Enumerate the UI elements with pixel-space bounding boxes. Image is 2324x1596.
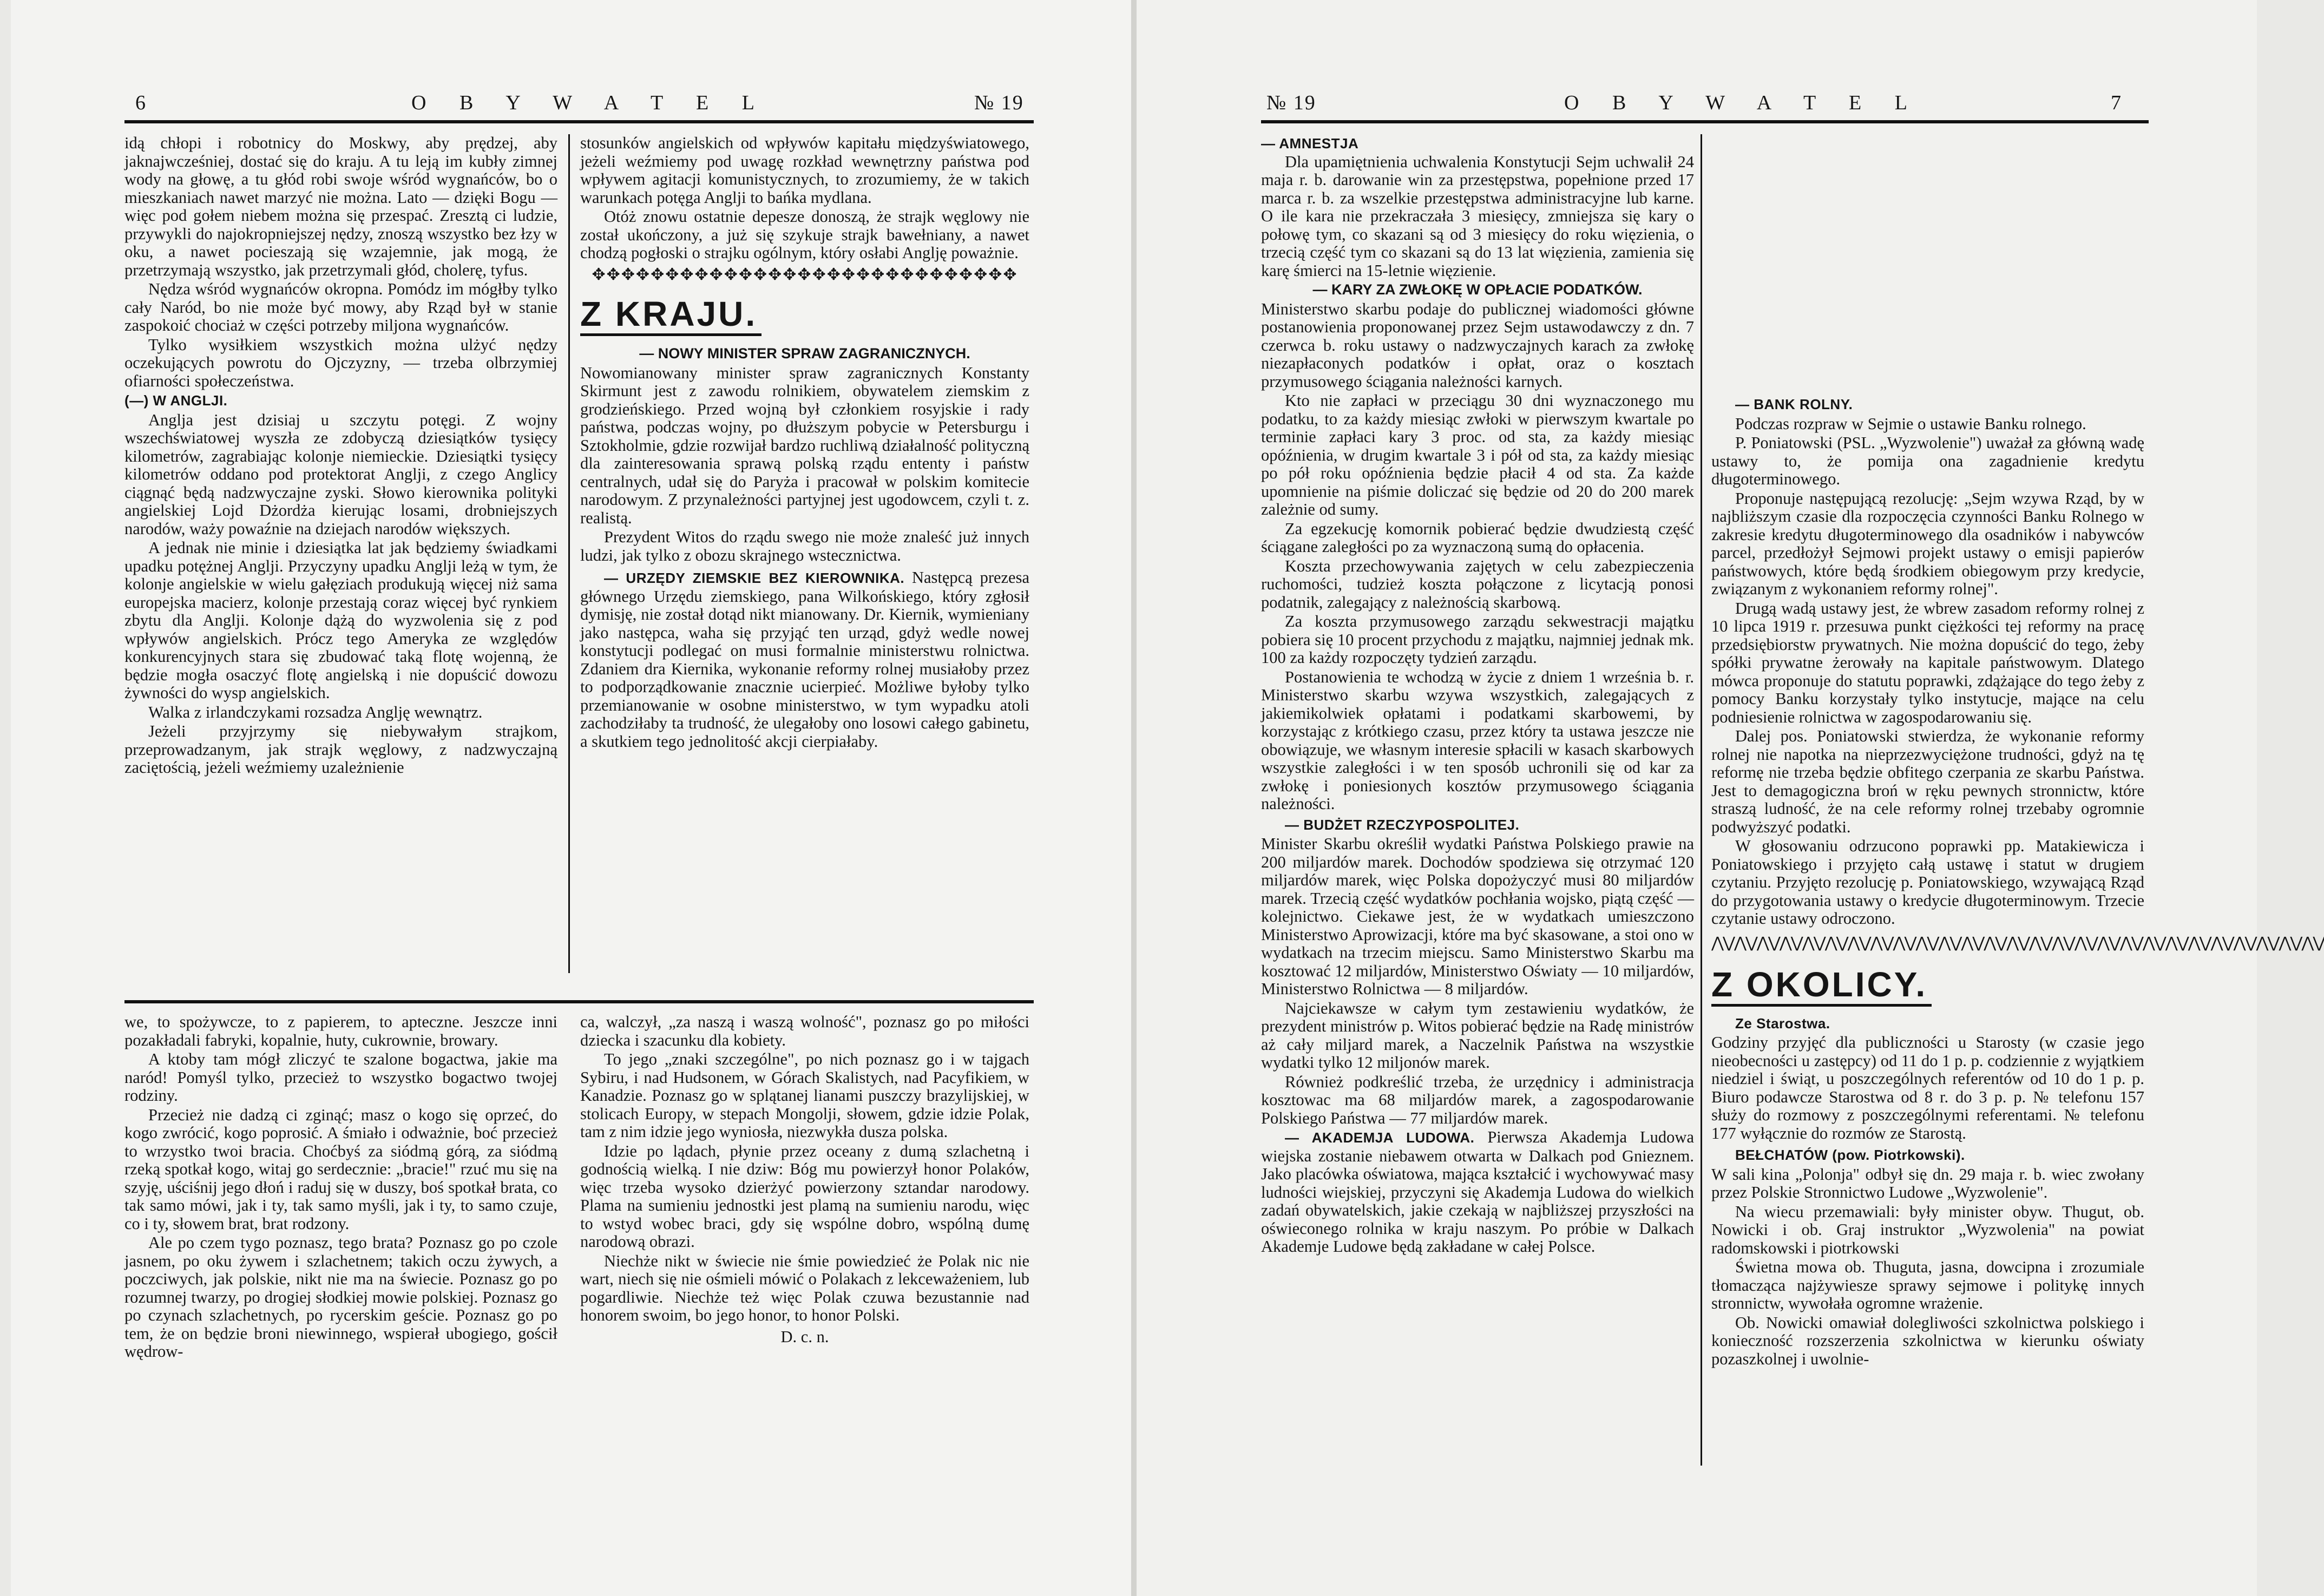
ornament-divider: ✥✥✥✥✥✥✥✥✥✥✥✥✥✥✥✥✥✥✥✥✥✥✥✥✥✥✥✥✥: [592, 265, 1018, 284]
paragraph: Również podkreślić trzeba, że urzędnicy i administracja kosztowac ma 68 miljardów marek, a zagospodarowanie Polskiego Państwa — 77 miljardów marek.: [1261, 1072, 1694, 1127]
left-col2-bottom: [580, 1013, 1029, 1479]
subheading-kary: — KARY ZA ZWŁOKĘ W OPŁACIE PODATKÓW.: [1312, 281, 1643, 298]
paragraph: Jeżeli przyjrzymy się niebywałym strajkom, przeprowadzanym, jak strajk węglowy, z nadzwyczajną zaciętością, jeżeli weźmiemy uzależnienie: [124, 722, 557, 777]
article-bracia-cont: [580, 1013, 1029, 1325]
paragraph: Przecież nie dadzą ci zginąć; masz o kogo się oprzeć, do kogo zwrócić, kogo poprosić. A śmiało i odważnie, boć przecież to wrzystko twoi bracia. Choćbyś za siódmą górą, za siódmą rzeką spotkał kogo, witaj go serdecznie: „bracie!" rzuć mu się na szyję, uściśnij jego dłoń i raduj się w duszy, boś spotkał brata, co tak samo mówi, jak i ty, tak samo myśli, jak i ty, to samo czuje, co i ty, słowem brat, brat rodzony.: [124, 1105, 557, 1233]
paragraph: idą chłopi i robotnicy do Moskwy, aby prędzej, aby jaknajwcześniej, dostać się do kraju. A tu leją im kubły zimnej wody na głowę, a tu głód robi swoje wśród wygnańców, bo o mieszkaniach nawet marzyć nie można. Lato — dzięki Bogu — więc pod gołem niebem można się przespać. Zresztą ci ludzie, przywykli do najokropniejszej nędzy, znoszą wszystko bez łzy w oku, a nawet pocieszają się wzajemnie, jak mogą, że przetrzymają wszystko, jak przetrzymali głód, cholerę, tyfus.: [124, 134, 557, 279]
paragraph: W sali kina „Polonja" odbył się dn. 29 maja r. b. wiec zwołany przez Polskie Stronnictwo Ludowe „Wyzwolenie".: [1711, 1165, 2144, 1201]
subheading-anglja: (—) W ANGLJI.: [124, 392, 228, 409]
article-budzet: [1261, 835, 1694, 1127]
paragraph: Dla upamiętnienia uchwalenia Konstytucji Sejm uchwalił 24 maja r. b. darowanie win za przestępstwa, popełnione przed 17 marca r. b. za wszelkie przestępstwa administracyjne lub karne. O ile kara nie przekraczała 3 miesięcy, zmniejsza się kary o połowę tym, co skazani są od 3 miesięcy do roku więzienia, o trzecią część tym co skazani są do 13 lat więzienia, zamienia się karę śmierci na 15-letnie więzienie.: [1261, 152, 1694, 280]
paragraph: Najciekawsze w całym tym zestawieniu wydatków, że prezydent ministrów p. Witos pobierać będzie na Radę ministrów aż cały miljard marek, a Naczelnik Państwa na wszystkie wydatki tylko 12 miljonów marek.: [1261, 999, 1694, 1072]
subheading-starostwa: Ze Starostwa.: [1735, 1015, 1830, 1032]
paragraph: ca, walczył, „za naszą i waszą wolność", poznasz go po miłości dziecka i szacunku dla kobiety.: [580, 1013, 1029, 1049]
paragraph: we, to spożywcze, to z papierem, to apteczne. Jeszcze inni pozakładali fabryki, kopalnie, huty, cukrownie, browary.: [124, 1013, 557, 1049]
paragraph: Nędza wśród wygnańców okropna. Pomódz im mógłby tylko cały Naród, bo nie może być mowy, aby Rząd był w stanie zaspokoić chociaż w części potrzeby miljona wygnańców.: [124, 280, 557, 334]
paragraph: Świetna mowa ob. Thuguta, jasna, dowcipna i zrozumiale tłomacząca najżywiesze sprawy sejmowe i politykę innych stronnictw, wywołała ogromne wrażenie.: [1711, 1258, 2144, 1312]
zigzag-divider: ⋀⋁⋀⋁⋀⋁⋀⋁⋀⋁⋀⋁⋀⋁⋀⋁⋀⋁⋀⋁⋀⋁⋀⋁⋀⋁⋀⋁⋀⋁⋀⋁⋀⋁⋀⋁⋀⋁⋀⋁⋀⋁⋀⋁⋀⋁⋀⋁⋀⋁⋀⋁⋀⋁: [1711, 933, 2324, 951]
paragraph: Anglja jest dzisiaj u szczytu potęgi. Z wojny wszechświatowej wyszła ze zdobyczą dziesiątków tysięcy kilometrów, zagrabiając kolonje niemieckie. Dziesiątki tysięcy kilometrów oddano pod protektorat Anglji, z czego Anglicy ciągnąć będą nadzwyczajne zyski. Słowo kierownika polityki angielskiej Lojd Dżordża kierując losami, drobniejszych narodów, waży powaźnie na dziejach narodów większych.: [124, 410, 557, 538]
paragraph: Postanowienia te wchodzą w życie z dniem 1 września b. r. Ministerstwo skarbu wzywa wszystkich, zalegających z jakiemikolwiek opłatami i podatkami skarbowemi, by korzystając z krótkiego czasu, przez który ta ustawa jeszcze nie obowiązuje, we własnym interesie spłacili w kasach skarbowych wszystkie zaległości i w ten sposób uchronili się od kar za zwłokę i poniesionych kosztów przymusowego ściągania należności.: [1261, 667, 1694, 813]
article-urzedy: [580, 569, 1029, 751]
column-divider: [568, 134, 570, 973]
article-anglja-cont: [580, 134, 1029, 262]
paragraph: Nowomianowany minister spraw zagranicznych Konstanty Skirmunt jest z zawodu rolnikiem, obywatelem ziemskim z grodzieńskiego. Przed wojną był członkiem rosyjskie i rady państwa, podczas wojny, po dłuższym pobycie w Petersburgu i Sztokholmie, gdzie rozwijał bardzo ruchliwą działalność polityczną dla zainteresowania sprawą polską rządu ententy i państw centralnych, udał się do Paryża i pracował w polskim komitecie narodowym. Z przynależności partyjnej jest ugodowcem, czyli t. z. realistą.: [580, 363, 1029, 527]
subheading-budzet: — BUDŻET RZECZYPOSPOLITEJ.: [1285, 816, 1520, 833]
subheading-urzedy: — URZĘDY ZIEMSKIE BEZ KIEROWNIKA.: [604, 570, 905, 586]
paragraph: Za egzekucję komornik pobierać będzie dwudziestą część ściągane zaległości po za wyznaczoną sumą do opłacenia.: [1261, 519, 1694, 556]
section-z-kraju: Z KRAJU.: [580, 294, 761, 336]
article-belchatow: [1711, 1166, 2144, 1369]
paragraph: P. Poniatowski (PSL. „Wyzwolenie") uważał za główną wadę ustawy to, że pomija ona zagadnienie kredytu długoterminowego.: [1711, 434, 2144, 488]
article-kary: [1261, 300, 1694, 813]
paragraph: Kto nie zapłaci w przeciągu 30 dni wyznaczonego mu podatku, to za każdy miesiąc zwłoki w pierwszym kwartale po terminie zapłaci kary 3 proc. od sta, za każdy miesiąc opóźnienia, w drugim kwartale 3 i pół od sta, za każdy miesiąc po pół roku opóźnienia będzie płacił 4 od sta. Za każde upomnienie na piśmie doliczać się będzie od 20 do 200 marek zależnie od sumy.: [1261, 391, 1694, 518]
paragraph: Ob. Nowicki omawiał dolegliwości szkolnictwa polskiego i konieczność rozszerzenia szkolnictwa w kierunku oświaty pozaszkolnej i uwolnie-: [1711, 1313, 2144, 1368]
issue-number: № 19: [974, 91, 1024, 114]
signature: D. c. n.: [780, 1327, 829, 1346]
paragraph: Na wiecu przemawiali: były minister obyw. Thugut, ob. Nowicki i ob. Graj instruktor „Wyzwolenia" na powiat radomskowski i piotrkowski: [1711, 1202, 2144, 1257]
subheading-akademja: — AKADEMJA LUDOWA.: [1285, 1129, 1475, 1146]
article-bank: [1711, 415, 2144, 928]
page-number-right: 7: [2111, 91, 2135, 114]
paragraph: Minister Skarbu określił wydatki Państwa Polskiego prawie na 200 miljardów marek. Dochodów spodziewa się otrzymać 120 miljardów marek, więc Polska dopożyczyć musi 80 miljardów marek. Trzecią część wydatków pochłania wojsko, piątą część — kolejnictwo. Ciekawe jest, że w wydatkach umieszczono Ministerstwo Aprowizacji, które ma być skasowane, a stoi ono w wydatkach na trzecim miejscu. Samo Ministerstwo Skarbu ma kosztować 12 miljardów, Ministerstwo Oświaty — 10 miljardów, Ministerstwo Rolnictwa — 8 miljardów.: [1261, 835, 1694, 998]
left-page: [11, 0, 1131, 1596]
paragraph: A jednak nie minie i dziesiątka lat jak będziemy świadkami upadku potężnej Anglji. Przyczyny upadku Anglji leżą w tym, że kolonje angielskie w wielu gałęziach produkują więcej niż sama europejska macierz, kolonje przestają coraz więcej być rynkiem zbytu dla Anglji. Kolonje dążą do wyzwolenia się z pod wpływów angielskich. Prócz tego Ameryka ze względów konkurencyjnych stara się zbudować taką flotę wojenną, że będzie mogła osaczyć flotę angielską i nie dopuścić dowozu żywności do wysp angielskich.: [124, 538, 557, 702]
fold-rule: [124, 1000, 1034, 1003]
newspaper-title: O B Y W A T E L: [411, 91, 769, 114]
section-z-okolicy: Z OKOLICY.: [1711, 965, 1932, 1007]
article-anglja: [124, 411, 557, 777]
paragraph: Tylko wysiłkiem wszystkich można ulżyć nędzy oczekujących powrotu do Ojczyzny, — trzeba olbrzymiej ofiarności społeczeństwa.: [124, 335, 557, 390]
paragraph: Ale po czem tygo poznasz, tego brata? Poznasz go po czole jasnem, po oku żywem i szlachetnem; takich oczu żywych, a poczciwych, jak polskie, nikt nie ma na świecie. Poznasz go po rozumnej twarzy, po drogiej słodkiej mowie polskiej. Poznasz go po czynach szlachetnych, po rycerskim geście. Poznasz go po tem, że on będzie broni niewinnego, wspierał ubogiego, gościł wędrow-: [124, 1233, 557, 1361]
subheading-belchatow: BEŁCHATÓW (pow. Piotrkowski).: [1735, 1147, 1965, 1163]
issue-number-right: № 19: [1266, 91, 1316, 114]
paragraph: Proponuje następującą rezolucję: „Sejm wzywa Rząd, by w najbliższym czasie dla rozpoczęcia czynności Banku Rolnego w zakresie kredytu długoterminowego dla osadników i nabywców parcel, przedłożył Sejmowi projekt ustawy o emisji papierów państwowych, które będą środkiem obiegowym przy kredycie, związanym z wykonaniem reformy rolnej".: [1711, 489, 2144, 598]
paragraph: Za koszta przymusowego zarządu sekwestracji majątku pobiera się 10 procent przychodu z majątku, najmniej jednak mk. 100 za każdy rozpoczęty tydzień zarządu.: [1261, 612, 1694, 667]
paragraph: Walka z irlandczykami rozsadza Anglję wewnątrz.: [148, 702, 483, 721]
akademja-cont-slot: [1711, 134, 2144, 395]
paragraph: Podczas rozpraw w Sejmie o ustawie Banku rolnego.: [1735, 414, 2086, 433]
article-akademja: [1261, 1128, 1694, 1256]
article-minister: [580, 364, 1029, 565]
subheading-minister: — NOWY MINISTER SPRAW ZAGRANICZNYCH.: [639, 345, 970, 362]
page-number: 6: [135, 91, 160, 114]
right-col2: [1711, 134, 2324, 1476]
paragraph: W głosowaniu odrzucono poprawki pp. Matakiewicza i Poniatowskiego i przyjęto całą ustawę i statut w drugiem czytaniu. Przyjęto rezolucję p. Poniatowskiego, wzywającą Rząd do przygotowania ustawy o kredycie długoterminowym. Trzecie czytanie ustawy odroczono.: [1711, 837, 2144, 928]
paragraph: stosunków angielskich od wpływów kapitału międzyświatowego, jeżeli weźmiemy pod uwagę rozkład wewnętrzny państwa pod wpływem agitacji komunistycznych, to zrozumiemy, że w takich warunkach potęga Anglji to bańka mydlana.: [580, 134, 1029, 207]
article-starostwa: Godziny przyjęć dla publiczności u Starosty (w czasie jego nieobecności u zastępcy) od 11 do 1 p. p. codziennie z wyjątkiem niedziel i świąt, u poszczególnych referentów od 10 do 1 p. p. Biuro podawcze Starostwa od 8 r. do 3 p. p. № telefonu 157 służy do rozmowy z poszczególnymi referentami. № telefonu 177 wyłącznie do rozmów ze Starostą.: [1711, 1033, 2144, 1142]
column-divider-right: [1701, 134, 1702, 1466]
paragraph: Idzie po lądach, płynie przez oceany z dumą szlachetną i godnością wielką. I nie dziw: Bóg mu powierzył honor Polaków, więc trzeba wysoko dzierżyć powierzony sztandar narodowy. Plama na sumieniu jednostki jest plamą na sumieniu narodu, więc to wstyd wobec braci, gdy się wspólne dobro, wspólną dumę narodową obrazi.: [580, 1141, 1029, 1251]
article-amnestja: [1261, 153, 1694, 280]
article-wygnancy: [124, 134, 557, 390]
paragraph: Prezydent Witos do rządu swego nie może znaleść już innych ludzi, jak tylko z obozu skrajnego wstecznictwa.: [580, 528, 1029, 564]
right-page: [1137, 0, 2324, 1596]
paragraph: A ktoby tam mógł zliczyć te szalone bogactwa, jakie ma naród! Pomyśl tylko, przecież to wszystko bogactwo twojej rodziny.: [124, 1050, 557, 1105]
paragraph: To jego „znaki szczególne", po nich poznasz go i w tajgach Sybiru, i nad Hudsonem, w Górach Skalistych, nad Pacyfikiem, w Kanadzie. Poznasz go w splątanej lianami puszczy brazylijskiej, w stolicach Europy, w stepach Mongolji, słowem, gdzie idzie Polak, tam z nim idzie jego wyniosła, niezwykła dusza polska.: [580, 1050, 1029, 1141]
subheading-amnestja: — AMNESTJA: [1261, 135, 1359, 152]
paragraph: Drugą wadą ustawy jest, że wbrew zasadom reformy rolnej z 10 lipca 1919 r. przesuwa punkt ciężkości tej reformy na pracę przedsiębiorstw prywatnych. Nie można dopuścić do tego, żeby spółki prywatne żerowały na kapitale państwowym. Dlatego mówca proponuje do statutu poprawki, zdążające do tego żeby z pomocy Banku korzystały tylko instytucje, mające na celu podniesienie rolnictwa w zagospodarowaniu się.: [1711, 599, 2144, 726]
newspaper-title-right: O B Y W A T E L: [1564, 91, 1921, 114]
paragraph: Niechże nikt w świecie nie śmie powiedzieć że Polak nic nie wart, niech się nie ośmieli mówić o Polakach z lekceważeniem, lub pogardliwie. Niechże też więc Polak czuwa bezustannie nad honorem swoim, bo jego honor, to honor Polski.: [580, 1251, 1029, 1324]
left-col1-top: [124, 134, 557, 976]
subheading-bank: — BANK ROLNY.: [1735, 396, 1853, 412]
left-col2-top: [580, 134, 1029, 976]
paragraph: Ministerstwo skarbu podaje do publicznej wiadomości główne postanowienia proponowanej przez Sejm ustawodawczy z dn. 7 czerwca b. roku ustawy o nadzwyczajnych karach za zwłokę niezapłaconych podatków i opłat, oraz o kosztach przymusowego ściągania należności karnych.: [1261, 299, 1694, 391]
header-rule: [124, 120, 1034, 123]
paragraph: Koszta przechowywania zajętych w celu zabezpieczenia ruchomości, tudzież koszta połączone z licytacją ponosi podatnik, zalegający z należnością skarbową.: [1261, 556, 1694, 612]
urzedy-text: Następcą prezesa głównego Urzędu ziemskiego, pana Wilkońskiego, który zgłosił dymisję, nie został dotąd nikt mianowany. Dr. Kiernik, wymieniany jako następca, waha się przyjąć ten urząd, gdyż wedle nowej konstytucji podlegać on musi formalnie ministerstwu rolnictwa. Zdaniem dra Kiernika, wykonanie reformy rolnej musiałoby przez to podporządkowanie znacznie ucierpieć. Możliwe byłoby tylko przemianowanie w osobne ministerstwo, w tym wypadku atoli zachodziłaby ta trudność, że ulegałoby ono losowi całego gabinetu, a skutkiem tego jednolitość akcji cierpiałaby.: [580, 568, 1029, 751]
paragraph: Dalej pos. Poniatowski stwierdza, że wykonanie reformy rolnej nie napotka na nieprzezwyciężone trudności, gdyż na tę reformę nie trzeba będzie obfitego czerpania ze skarbu Państwa. Jest to demagogiczna broń w ręku pewnych stronnictw, które straszą ludność, że na cele reformy rolnej trzebaby ogromnie podwyższyć podatki.: [1711, 727, 2144, 836]
header-rule-right: [1261, 120, 2149, 123]
left-header: [11, 91, 1131, 123]
article-bracia: [124, 1013, 557, 1361]
paragraph: Otóż znowu ostatnie depesze donoszą, że strajk węglowy nie został ukończony, a już się szykuje strajk bawełniany, a nawet chodzą pogłoski o strajku ogólnym, który osłabi Anglję poważnie.: [580, 207, 1029, 262]
right-header: [1137, 91, 2257, 123]
left-col1-bottom: [124, 1013, 557, 1479]
akademja-text: Pierwsza Akademja Ludowa wiejska zostanie niebawem otwarta w Dalkach pod Gnieznem. Jako placówka oświatowa, mająca kształcić i wychowywać masy ludności wiejskiej, przyczyni się Akademja Ludowa do wielkich zadań obywatelskich, jakie czekają w najbliższej przyszłości na oświeconego rolnika w kraju naszym. Po próbie w Dalkach Akademje Ludowe będą zakładane w całej Polsce.: [1261, 1128, 1694, 1256]
right-col1: [1261, 134, 1694, 1476]
